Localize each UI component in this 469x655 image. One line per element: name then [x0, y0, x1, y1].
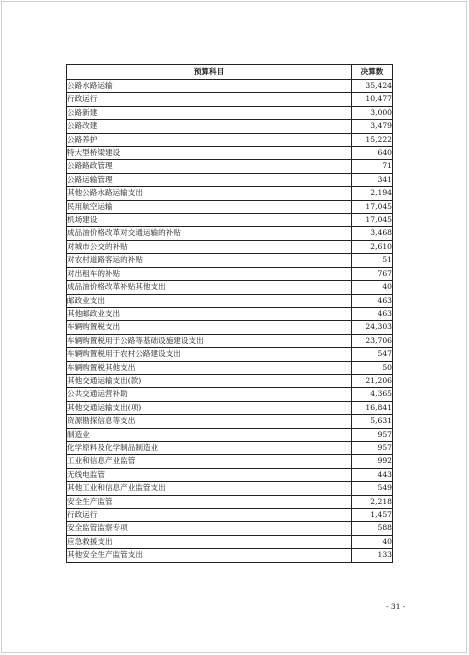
table-row: [67, 173, 393, 186]
table-row: [67, 374, 393, 387]
budget-table: [66, 64, 393, 563]
budget-item-amount: 341: [352, 173, 393, 186]
table-row: [67, 509, 393, 522]
table-row: [67, 468, 393, 481]
budget-item-amount: 133: [352, 549, 393, 562]
document-page: [1, 1, 467, 653]
table-row: [67, 120, 393, 133]
header-budget-item: 预算科目: [67, 65, 352, 80]
budget-item-amount: 957: [352, 441, 393, 454]
budget-item-amount: 40: [352, 535, 393, 548]
budget-item-name: 制造业: [67, 428, 352, 441]
table-row: [67, 80, 393, 93]
budget-item-amount: 15,222: [352, 133, 393, 146]
budget-item-amount: 23,706: [352, 334, 393, 347]
table-row: [67, 227, 393, 240]
budget-item-amount: 992: [352, 455, 393, 468]
budget-item-name: 安全监管监察专项: [67, 522, 352, 535]
budget-item-name: 行政运行: [67, 509, 352, 522]
table-row: [67, 455, 393, 468]
budget-item-name: 其他安全生产监管支出: [67, 549, 352, 562]
budget-item-amount: 16,841: [352, 401, 393, 414]
budget-item-name: 对农村道路客运的补贴: [67, 254, 352, 267]
budget-item-amount: 3,000: [352, 106, 393, 119]
table-row: [67, 535, 393, 548]
budget-item-amount: 3,479: [352, 120, 393, 133]
budget-item-amount: 35,424: [352, 80, 393, 93]
table-row: [67, 93, 393, 106]
budget-item-name: 车辆购置税支出: [67, 321, 352, 334]
table-row: [67, 106, 393, 119]
budget-item-name: 其他邮政业支出: [67, 307, 352, 320]
table-body: [67, 80, 393, 563]
table-row: [67, 401, 393, 414]
budget-item-amount: 547: [352, 348, 393, 361]
budget-item-name: 其他工业和信息产业监管支出: [67, 482, 352, 495]
budget-item-name: 民用航空运输: [67, 200, 352, 213]
table-row: [67, 187, 393, 200]
budget-item-amount: 549: [352, 482, 393, 495]
budget-item-amount: 50: [352, 361, 393, 374]
budget-item-amount: 17,045: [352, 200, 393, 213]
budget-item-name: 公路新建: [67, 106, 352, 119]
budget-item-name: 化学原料及化学制品制造业: [67, 441, 352, 454]
table-row: [67, 321, 393, 334]
table-row: [67, 294, 393, 307]
table-row: [67, 348, 393, 361]
budget-item-amount: 10,477: [352, 93, 393, 106]
table-row: [67, 133, 393, 146]
header-final-amount: 决算数: [352, 65, 393, 80]
budget-item-amount: 24,303: [352, 321, 393, 334]
budget-item-name: 车辆购置税其他支出: [67, 361, 352, 374]
table-row: [67, 267, 393, 280]
budget-item-name: 机场建设: [67, 214, 352, 227]
table-row: [67, 240, 393, 253]
budget-item-amount: 5,631: [352, 415, 393, 428]
table-row: [67, 334, 393, 347]
budget-item-name: 其他交通运输支出(项): [67, 401, 352, 414]
budget-item-amount: 957: [352, 428, 393, 441]
budget-item-amount: 40: [352, 281, 393, 294]
budget-item-name: 公路水路运输: [67, 80, 352, 93]
budget-item-name: 邮政业支出: [67, 294, 352, 307]
table-row: [67, 147, 393, 160]
table-header-row: [67, 65, 393, 80]
budget-item-name: 成品油价格改革对交通运输的补贴: [67, 227, 352, 240]
table-row: [67, 415, 393, 428]
budget-item-amount: 767: [352, 267, 393, 280]
budget-item-amount: 2,610: [352, 240, 393, 253]
budget-item-name: 无线电监管: [67, 468, 352, 481]
budget-item-name: 其他交通运输支出(款): [67, 374, 352, 387]
table-row: [67, 214, 393, 227]
table-row: [67, 200, 393, 213]
budget-item-name: 车辆购置税用于农村公路建设支出: [67, 348, 352, 361]
table-row: [67, 549, 393, 562]
table-row: [67, 388, 393, 401]
budget-item-amount: 4,365: [352, 388, 393, 401]
budget-item-name: 公路改建: [67, 120, 352, 133]
budget-item-name: 公共交通运营补助: [67, 388, 352, 401]
budget-item-name: 公路路政管理: [67, 160, 352, 173]
budget-item-amount: 2,218: [352, 495, 393, 508]
table-row: [67, 428, 393, 441]
table-row: [67, 281, 393, 294]
budget-item-name: 公路运输管理: [67, 173, 352, 186]
budget-item-name: 车辆购置税用于公路等基础设施建设支出: [67, 334, 352, 347]
budget-item-name: 资源勘探信息等支出: [67, 415, 352, 428]
budget-item-name: 应急救援支出: [67, 535, 352, 548]
budget-item-amount: 463: [352, 294, 393, 307]
page-number: - 31 -: [386, 602, 406, 611]
budget-item-name: 特大型桥梁建设: [67, 147, 352, 160]
budget-item-amount: 640: [352, 147, 393, 160]
budget-item-amount: 1,457: [352, 509, 393, 522]
budget-item-name: 安全生产监管: [67, 495, 352, 508]
table-row: [67, 361, 393, 374]
table-row: [67, 441, 393, 454]
table-row: [67, 482, 393, 495]
budget-item-name: 对城市公交的补贴: [67, 240, 352, 253]
budget-item-amount: 3,468: [352, 227, 393, 240]
budget-item-name: 其他公路水路运输支出: [67, 187, 352, 200]
budget-item-name: 对出租车的补贴: [67, 267, 352, 280]
budget-item-amount: 71: [352, 160, 393, 173]
table-row: [67, 307, 393, 320]
budget-item-amount: 443: [352, 468, 393, 481]
table-row: [67, 254, 393, 267]
budget-item-amount: 2,194: [352, 187, 393, 200]
budget-item-name: 工业和信息产业监管: [67, 455, 352, 468]
budget-item-name: 行政运行: [67, 93, 352, 106]
table-row: [67, 522, 393, 535]
budget-item-amount: 21,206: [352, 374, 393, 387]
budget-item-name: 公路养护: [67, 133, 352, 146]
budget-item-name: 成品油价格改革补贴其他支出: [67, 281, 352, 294]
budget-item-amount: 588: [352, 522, 393, 535]
budget-item-amount: 463: [352, 307, 393, 320]
table-row: [67, 160, 393, 173]
table-row: [67, 495, 393, 508]
budget-item-amount: 51: [352, 254, 393, 267]
budget-item-amount: 17,045: [352, 214, 393, 227]
